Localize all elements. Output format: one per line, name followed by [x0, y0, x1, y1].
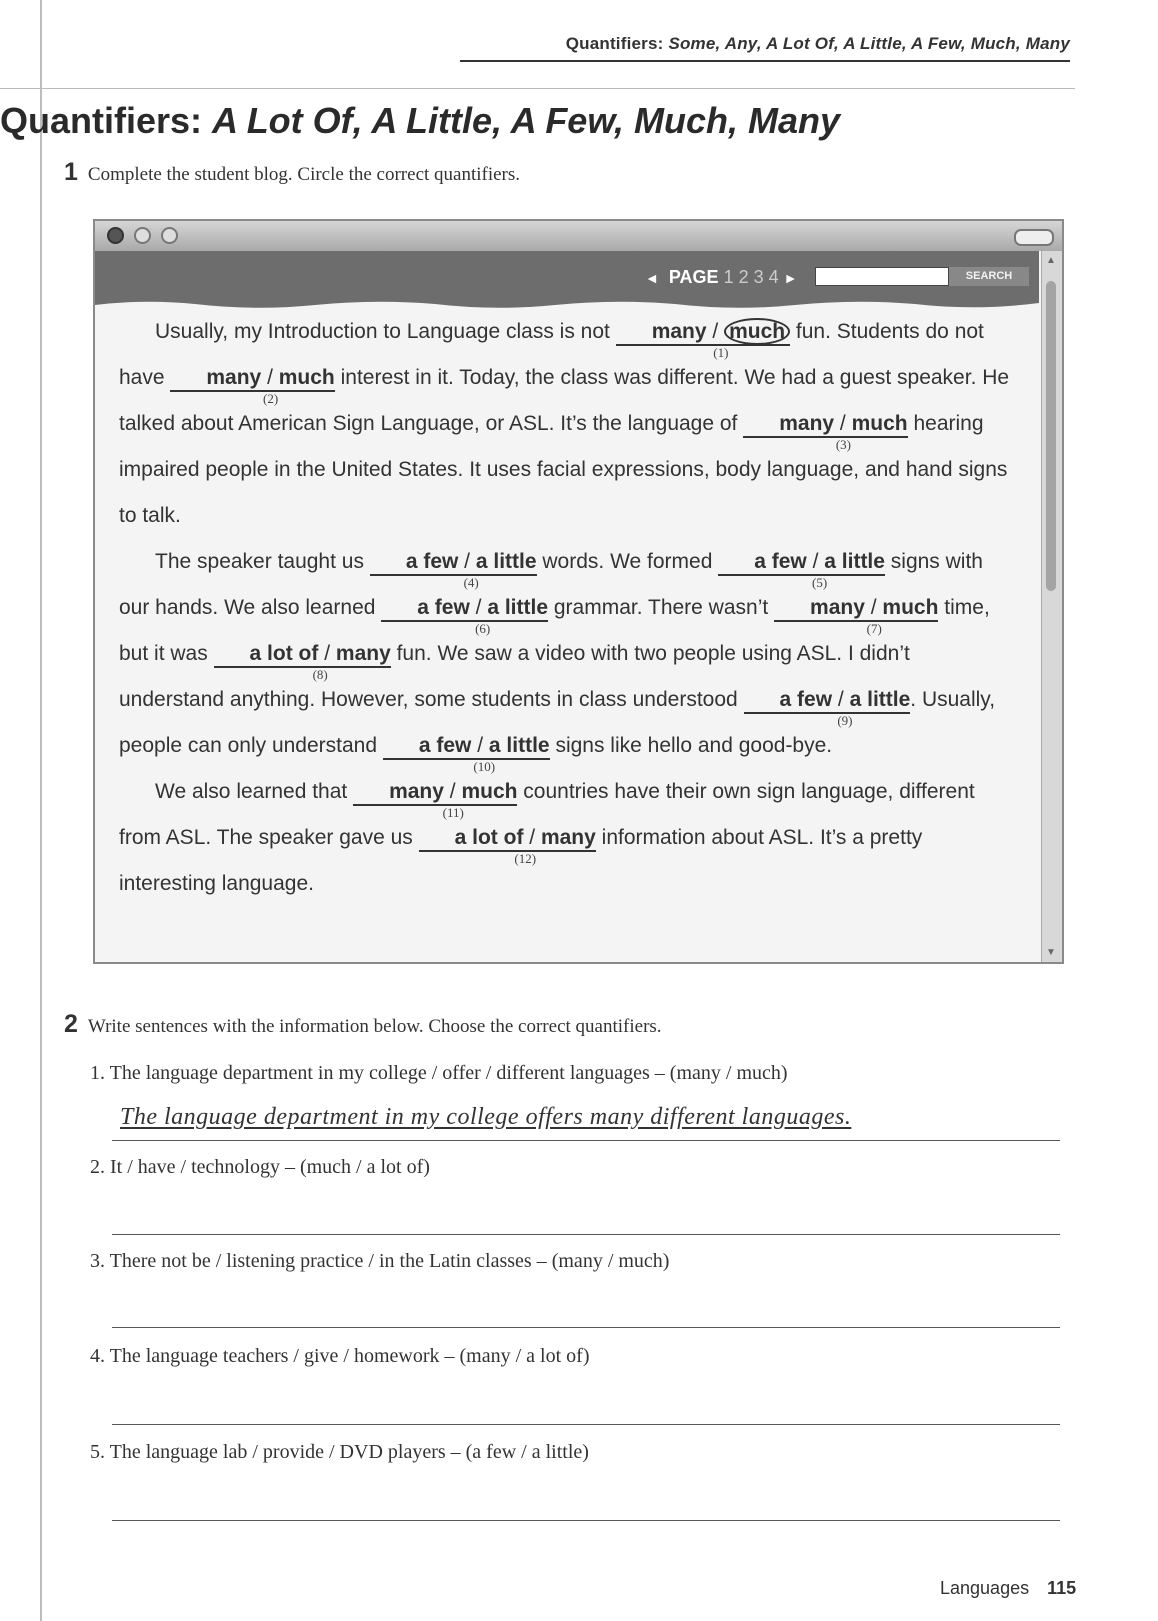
blog-text-segment: signs with our hands. We also learned [119, 550, 983, 619]
blog-text-segment: . Usually, people can only understand [119, 688, 996, 757]
answer-line-4[interactable] [112, 1424, 1060, 1425]
choice-2[interactable] [170, 366, 335, 406]
choice-option[interactable]: many [540, 826, 596, 849]
answer-line-2[interactable] [112, 1234, 1060, 1235]
blog-post [119, 309, 1014, 907]
choice-separator: / [806, 550, 825, 573]
choice-option[interactable]: a few [418, 734, 472, 757]
blog-text-segment: time, but it was [119, 596, 990, 665]
choice-8[interactable] [214, 642, 391, 682]
choice-5[interactable] [718, 550, 885, 590]
page-title [0, 100, 840, 142]
search-button[interactable]: SEARCH [949, 267, 1029, 286]
page-binding-edge [40, 0, 42, 1621]
choice-number: (4) [463, 575, 479, 590]
choice-4[interactable] [370, 550, 537, 590]
footer-section: Languages [940, 1578, 1030, 1598]
choice-6[interactable] [381, 596, 549, 636]
choice-number: (11) [442, 805, 464, 820]
choice-option[interactable]: many [779, 412, 835, 435]
choice-separator: / [523, 826, 541, 849]
browser-window [93, 219, 1064, 964]
choice-number: (12) [514, 851, 537, 866]
blog-text-segment: information about ASL. It’s a pretty interesting language. [119, 826, 923, 895]
toolbar-toggle-icon[interactable] [1014, 229, 1054, 246]
answer-line-3[interactable] [112, 1327, 1060, 1328]
instruction-text: Complete the student blog. Circle the correct quantifiers. [87, 164, 521, 185]
page-pager [645, 267, 798, 288]
close-window-icon[interactable] [107, 227, 124, 244]
zoom-window-icon[interactable] [161, 227, 178, 244]
blog-text-segment: We also learned that [155, 780, 354, 803]
exercise-2-instruction [64, 1010, 662, 1039]
choice-3[interactable] [743, 412, 908, 452]
vertical-scrollbar[interactable] [1041, 251, 1062, 962]
scroll-up-icon[interactable]: ▲ [1046, 255, 1056, 266]
prev-page-icon[interactable]: ◄ [645, 270, 659, 286]
choice-7[interactable] [774, 596, 939, 636]
choice-separator: / [471, 734, 489, 757]
search-input[interactable] [815, 267, 949, 286]
blog-text-segment: interest in it. Today, the class was different. We had a guest speaker. He talked about American Sign Language, or ASL. It’s the language of [119, 366, 1010, 435]
page-numbers[interactable]: 1 2 3 4 [723, 267, 779, 287]
pager-label: PAGE [668, 267, 719, 287]
choice-option[interactable]: many [206, 366, 262, 389]
choice-number: (10) [473, 759, 496, 774]
choice-separator: / [318, 642, 336, 665]
running-head-prefix: Quantifiers: [565, 34, 669, 53]
next-page-icon[interactable]: ► [783, 270, 798, 286]
choice-number: (2) [262, 391, 279, 406]
answer-1[interactable]: The language department in my college offers many different languages. [120, 1104, 852, 1130]
blog-text-segment: grammar. There wasn’t [548, 596, 775, 619]
choice-option[interactable]: a lot of [454, 826, 524, 849]
choice-number: (8) [312, 667, 328, 682]
header-divider [0, 88, 1075, 89]
blog-text-segment: fun. Students do not have [119, 320, 984, 389]
choice-option[interactable]: a little [824, 550, 885, 573]
page-number: 115 [1047, 1578, 1077, 1598]
choice-number: (6) [475, 621, 491, 636]
choice-1[interactable] [616, 320, 790, 360]
choice-option[interactable]: a little [849, 688, 911, 711]
page-title-rest: A Lot Of, A Little, A Few, Much, Many [212, 100, 841, 141]
choice-9[interactable] [744, 688, 911, 728]
choice-option[interactable]: a few [417, 596, 470, 619]
blog-text-segment: signs like hello and good-bye. [549, 734, 833, 757]
exercise-number: 2 [64, 1010, 78, 1038]
choice-separator: / [706, 320, 725, 343]
choice-11[interactable] [353, 780, 518, 820]
choice-option[interactable]: a few [405, 550, 459, 573]
page-footer [940, 1578, 1076, 1599]
choice-separator: / [261, 366, 279, 389]
blog-text-segment: fun. We saw a video with two people using ASL. I didn’t understand anything. However, some students in class understood [119, 642, 910, 711]
choice-option[interactable]: much [461, 780, 518, 803]
blog-text-segment: words. We formed [536, 550, 719, 573]
exercise-1-instruction [64, 158, 520, 187]
choice-separator: / [834, 412, 852, 435]
choice-option[interactable]: much [851, 412, 908, 435]
choice-option[interactable]: a little [488, 734, 550, 757]
choice-10[interactable] [383, 734, 550, 774]
exercise-item-2: 2. It / have / technology – (much / a lot of) [90, 1156, 430, 1178]
exercise-item-3: 3. There not be / listening practice / in the Latin classes – (many / much) [90, 1250, 670, 1272]
choice-12[interactable] [419, 826, 596, 866]
scrollbar-thumb[interactable] [1046, 281, 1056, 591]
choice-option[interactable]: a lot of [249, 642, 319, 665]
blog-text-segment: The speaker taught us [155, 550, 370, 573]
blog-paragraph-3 [119, 769, 1014, 907]
choice-option-circled[interactable]: much [724, 318, 790, 345]
answer-line-1[interactable] [112, 1140, 1060, 1141]
choice-option[interactable]: much [278, 366, 335, 389]
answer-line-5[interactable] [112, 1520, 1060, 1521]
blog-text-segment: Usually, my Introduction to Language class is not [155, 320, 616, 343]
blog-text-segment: hearing impaired people in the United States. It uses facial expressions, body language, and hand signs to talk. [119, 412, 1008, 527]
running-head [460, 34, 1070, 62]
choice-option[interactable]: many [651, 320, 707, 343]
choice-number: (5) [812, 575, 828, 590]
choice-option[interactable]: many [335, 642, 391, 665]
choice-option[interactable]: much [882, 596, 939, 619]
running-head-rest: Some, Any, A Lot Of, A Little, A Few, Much, Many [668, 34, 1070, 53]
choice-option[interactable]: many [810, 596, 865, 619]
exercise-number: 1 [64, 158, 78, 186]
choice-separator: / [443, 780, 462, 803]
blog-paragraph-2 [119, 539, 1014, 774]
choice-number: (3) [835, 437, 852, 452]
browser-titlebar [95, 221, 1062, 251]
choice-separator: / [832, 688, 850, 711]
exercise-item-4: 4. The language teachers / give / homework – (many / a lot of) [90, 1345, 590, 1367]
choice-separator: / [469, 596, 488, 619]
page-title-prefix: Quantifiers: [0, 100, 213, 141]
choice-number: (1) [713, 345, 729, 360]
choice-option[interactable]: a little [475, 550, 537, 573]
instruction-text: Write sentences with the information below. Choose the correct quantifiers. [87, 1016, 662, 1037]
choice-separator: / [864, 596, 883, 619]
blog-paragraph-1 [119, 309, 1014, 539]
exercise-item-1: 1. The language department in my college / offer / different languages – (many / much) [90, 1062, 788, 1084]
minimize-window-icon[interactable] [134, 227, 151, 244]
scroll-down-icon[interactable]: ▼ [1046, 947, 1056, 958]
choice-separator: / [458, 550, 476, 573]
exercise-item-5: 5. The language lab / provide / DVD players – (a few / a little) [90, 1441, 589, 1463]
choice-option[interactable]: a few [754, 550, 807, 573]
blog-text-segment: countries have their own sign language, different from ASL. The speaker gave us [119, 780, 975, 849]
choice-number: (7) [866, 621, 882, 636]
choice-number: (9) [837, 713, 853, 728]
choice-option[interactable]: a few [779, 688, 833, 711]
choice-option[interactable]: a little [487, 596, 549, 619]
choice-option[interactable]: many [389, 780, 444, 803]
